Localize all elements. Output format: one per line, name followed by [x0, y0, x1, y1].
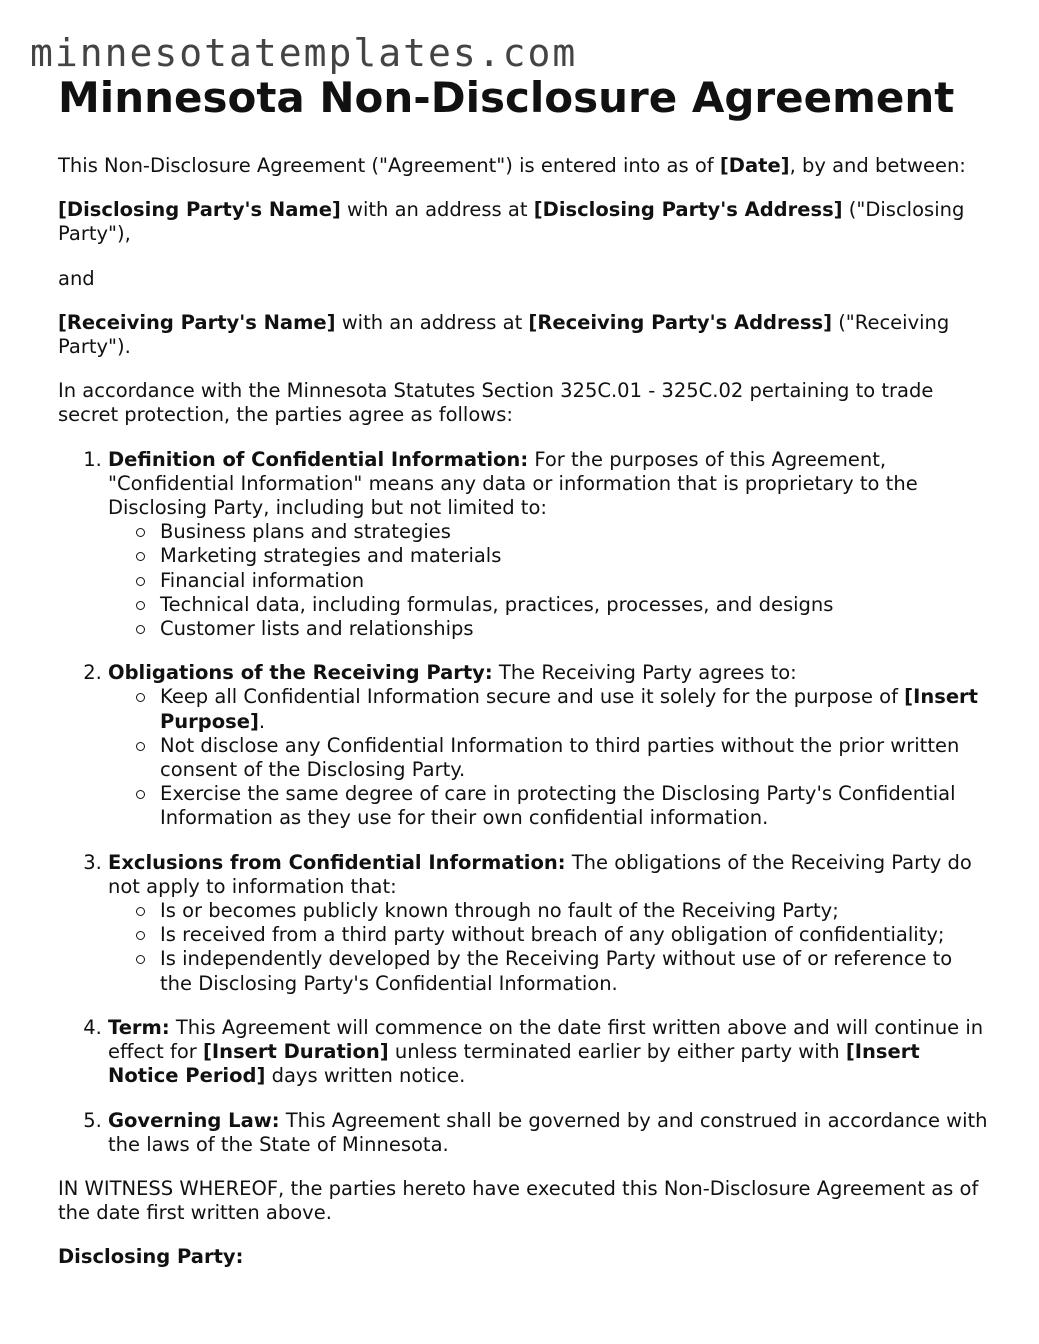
clause-governing-law	[108, 1109, 988, 1157]
clause-obligations	[108, 661, 988, 830]
disclosing-party-signature-label: Disclosing Party:	[58, 1245, 244, 1269]
and-paragraph: and	[58, 266, 95, 290]
list-item: Technical data, including formulas, practices, processes, and designs	[160, 593, 988, 617]
clause-definition	[108, 448, 988, 642]
list-item: Is or becomes publicly known through no fault of the Receiving Party;	[160, 899, 988, 923]
clause-text-end: days written notice.	[265, 1064, 466, 1088]
date-placeholder: [Date]	[719, 154, 790, 177]
definition-items	[108, 520, 988, 641]
page-title: Minnesota Non-Disclosure Agreement	[58, 73, 955, 122]
clause-exclusions	[108, 851, 988, 996]
disclosing-party-mid: with an address at	[340, 198, 534, 222]
list-item: Customer lists and relationships	[160, 617, 988, 641]
signature-label	[58, 1245, 988, 1269]
clauses-list	[58, 448, 988, 1157]
exclusion-items	[108, 899, 988, 996]
clause-text-mid: unless terminated earlier by either party with	[388, 1040, 846, 1064]
agreement-document	[58, 70, 988, 1290]
clause-heading: Obligations of the Receiving Party:	[108, 661, 493, 685]
site-watermark: minnesotatemplates.com	[30, 31, 578, 75]
intro-text-end: , by and between:	[789, 154, 966, 177]
notice-period-placeholder: [Insert Notice Period]	[108, 1040, 920, 1088]
purpose-placeholder: [Insert Purpose]	[160, 685, 978, 733]
clause-heading: Exclusions from Confidential Information:	[108, 850, 566, 874]
list-item-text: Keep all Confidential Information secure and use it solely for the purpose of	[160, 685, 905, 709]
list-item: Is received from a third party without breach of any obligation of confidentiality;	[160, 923, 988, 947]
clause-heading: Governing Law:	[108, 1108, 280, 1132]
duration-placeholder: [Insert Duration]	[203, 1040, 389, 1064]
list-item: Marketing strategies and materials	[160, 544, 988, 568]
receiving-party-tail: ("Receiving Party").	[58, 310, 950, 359]
clause-text: This Agreement will commence on the date first written above and will continue in effect for	[108, 1015, 984, 1064]
list-item: Is independently developed by the Receiving Party without use of or reference to the Disclosing Party's Confidential Information.	[160, 947, 988, 995]
disclosing-party-address: [Disclosing Party's Address]	[533, 198, 843, 222]
obligation-items	[108, 685, 988, 830]
receiving-party-address: [Receiving Party's Address]	[528, 310, 832, 334]
disclosing-party-paragraph	[58, 198, 988, 246]
accordance-paragraph: In accordance with the Minnesota Statutes Section 325C.01 - 325C.02 pertaining to trade secret protection, the parties agree as follows:	[58, 379, 934, 427]
disclosing-party-name: [Disclosing Party's Name]	[58, 198, 341, 222]
clause-text: For the purposes of this Agreement, "Confidential Information" means any data or information that is proprietary to the Disclosing Party, including but not limited to:	[108, 447, 918, 520]
list-item	[160, 685, 988, 733]
list-item: Exercise the same degree of care in protecting the Disclosing Party's Confidential Information as they use for their own confidential information.	[160, 782, 988, 830]
list-item: Business plans and strategies	[160, 520, 988, 544]
intro-paragraph	[58, 154, 988, 178]
receiving-party-mid: with an address at	[335, 310, 529, 334]
disclosing-party-tail: ("Disclosing Party"),	[58, 198, 965, 246]
intro-text: This Non-Disclosure Agreement ("Agreement") is entered into as of	[58, 154, 720, 177]
list-item-end: .	[258, 709, 266, 733]
clause-text: The Receiving Party agrees to:	[492, 661, 797, 685]
clause-heading: Definition of Confidential Information:	[108, 447, 529, 471]
clause-text: This Agreement shall be governed by and construed in accordance with the laws of the State of Minnesota.	[108, 1108, 988, 1156]
clause-term	[108, 1016, 988, 1089]
receiving-party-paragraph	[58, 311, 988, 359]
receiving-party-name: [Receiving Party's Name]	[58, 310, 336, 334]
clause-text: The obligations of the Receiving Party do not apply to information that:	[108, 850, 972, 898]
clause-heading: Term:	[108, 1015, 170, 1039]
list-item: Financial information	[160, 569, 988, 593]
list-item: Not disclose any Confidential Information to third parties without the prior written consent of the Disclosing Party.	[160, 734, 988, 782]
witness-paragraph: IN WITNESS WHEREOF, the parties hereto have executed this Non-Disclosure Agreement as of the date first written above.	[58, 1176, 979, 1225]
